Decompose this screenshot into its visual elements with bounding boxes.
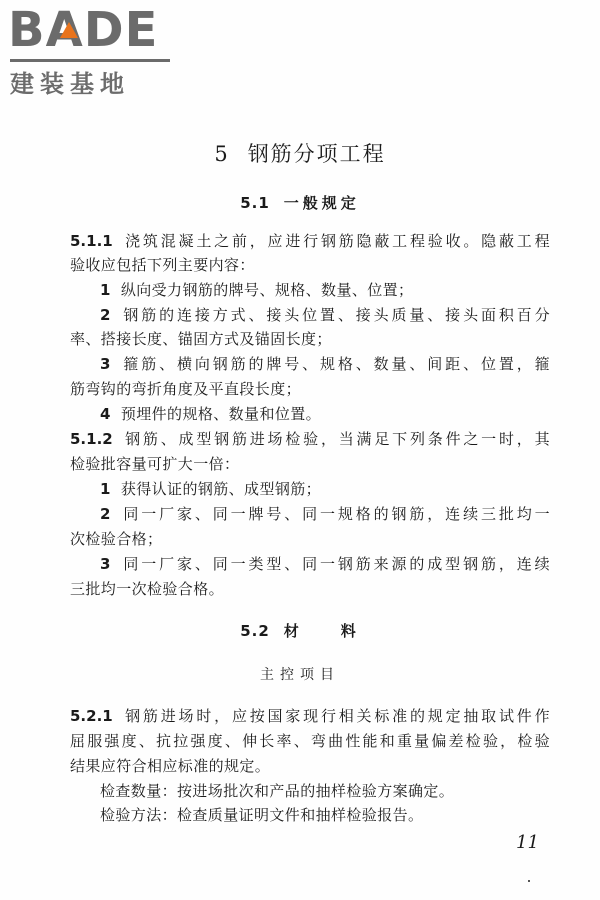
logo-triangle-icon — [60, 22, 78, 38]
clause-5-2-1-line-3: 结果应符合相应标准的规定。 — [70, 757, 271, 775]
chapter-number: 5 — [214, 142, 230, 166]
clause-5-1-2-item-3: 3 同一厂家、同一类型、同一钢筋来源的成型钢筋，连续 — [100, 555, 550, 573]
section-5-1-title — [0, 192, 600, 213]
clause-5-2-1-line-1: 5.2.1 钢筋进场时，应按国家现行相关标准的规定抽取试件作 — [70, 707, 550, 725]
section-number: 5.1 — [240, 194, 270, 212]
clause-5-1-2-line-1: 5.1.2 钢筋、成型钢筋进场检验，当满足下列条件之一时，其 — [70, 430, 550, 448]
clause-5-1-1-item-2: 2 钢筋的连接方式、接头位置、接头质量、接头面积百分 — [100, 306, 550, 324]
clause-5-1-2-item-2-cont: 次检验合格； — [70, 530, 163, 548]
section-5-2-title — [0, 620, 600, 641]
clause-5-1-1-item-3: 3 箍筋、横向钢筋的牌号、规格、数量、间距、位置，箍 — [100, 355, 550, 373]
clause-5-2-1-line-2: 屈服强度、抗拉强度、伸长率、弯曲性能和重量偏差检验，检验 — [70, 732, 550, 750]
logo-subtitle: 建装基地 — [10, 70, 130, 98]
page-number: 11 — [516, 832, 539, 853]
subheading-main-control: 主控项目 — [260, 667, 340, 683]
clause-5-1-1-line-1: 5.1.1 浇筑混凝土之前，应进行钢筋隐蔽工程验收。隐蔽工程 — [70, 232, 550, 250]
clause-5-1-1-item-3-cont: 筋弯钩的弯折角度及平直段长度； — [70, 380, 302, 398]
clause-5-1-2-item-3-cont: 三批均一次检验合格。 — [70, 580, 225, 598]
clause-5-1-2-item-1: 1 获得认证的钢筋、成型钢筋； — [100, 480, 322, 498]
section-title-text: 材 料 — [283, 622, 360, 640]
clause-number: 5.2.1 — [70, 707, 113, 725]
chapter-title — [0, 138, 600, 168]
clause-5-1-1-item-1: 1 纵向受力钢筋的牌号、规格、数量、位置； — [100, 281, 414, 299]
clause-5-1-2-item-2: 2 同一厂家、同一牌号、同一规格的钢筋，连续三批均一 — [100, 505, 550, 523]
bade-logo — [8, 2, 178, 98]
clause-number: 5.1.1 — [70, 232, 113, 250]
section-title-text: 一般规定 — [283, 194, 360, 212]
clause-5-1-1-item-2-cont: 率、搭接长度、锚固方式及锚固长度； — [70, 330, 332, 348]
chapter-title-text: 钢筋分项工程 — [247, 142, 386, 166]
clause-5-1-1-item-4: 4 预埋件的规格、数量和位置。 — [100, 405, 322, 423]
section-number: 5.2 — [240, 622, 270, 640]
check-quantity: 检查数量：按进场批次和产品的抽样检验方案确定。 — [100, 782, 455, 800]
clause-5-1-1-line-2: 验收应包括下列主要内容： — [70, 256, 255, 274]
clause-number: 5.1.2 — [70, 430, 113, 448]
check-method: 检验方法：检查质量证明文件和抽样检验报告。 — [100, 806, 424, 824]
scan-speck — [528, 880, 530, 882]
clause-5-1-2-line-2: 检验批容量可扩大一倍： — [70, 455, 240, 473]
logo-brand-text: BADE — [8, 2, 159, 58]
logo-divider — [10, 59, 170, 62]
